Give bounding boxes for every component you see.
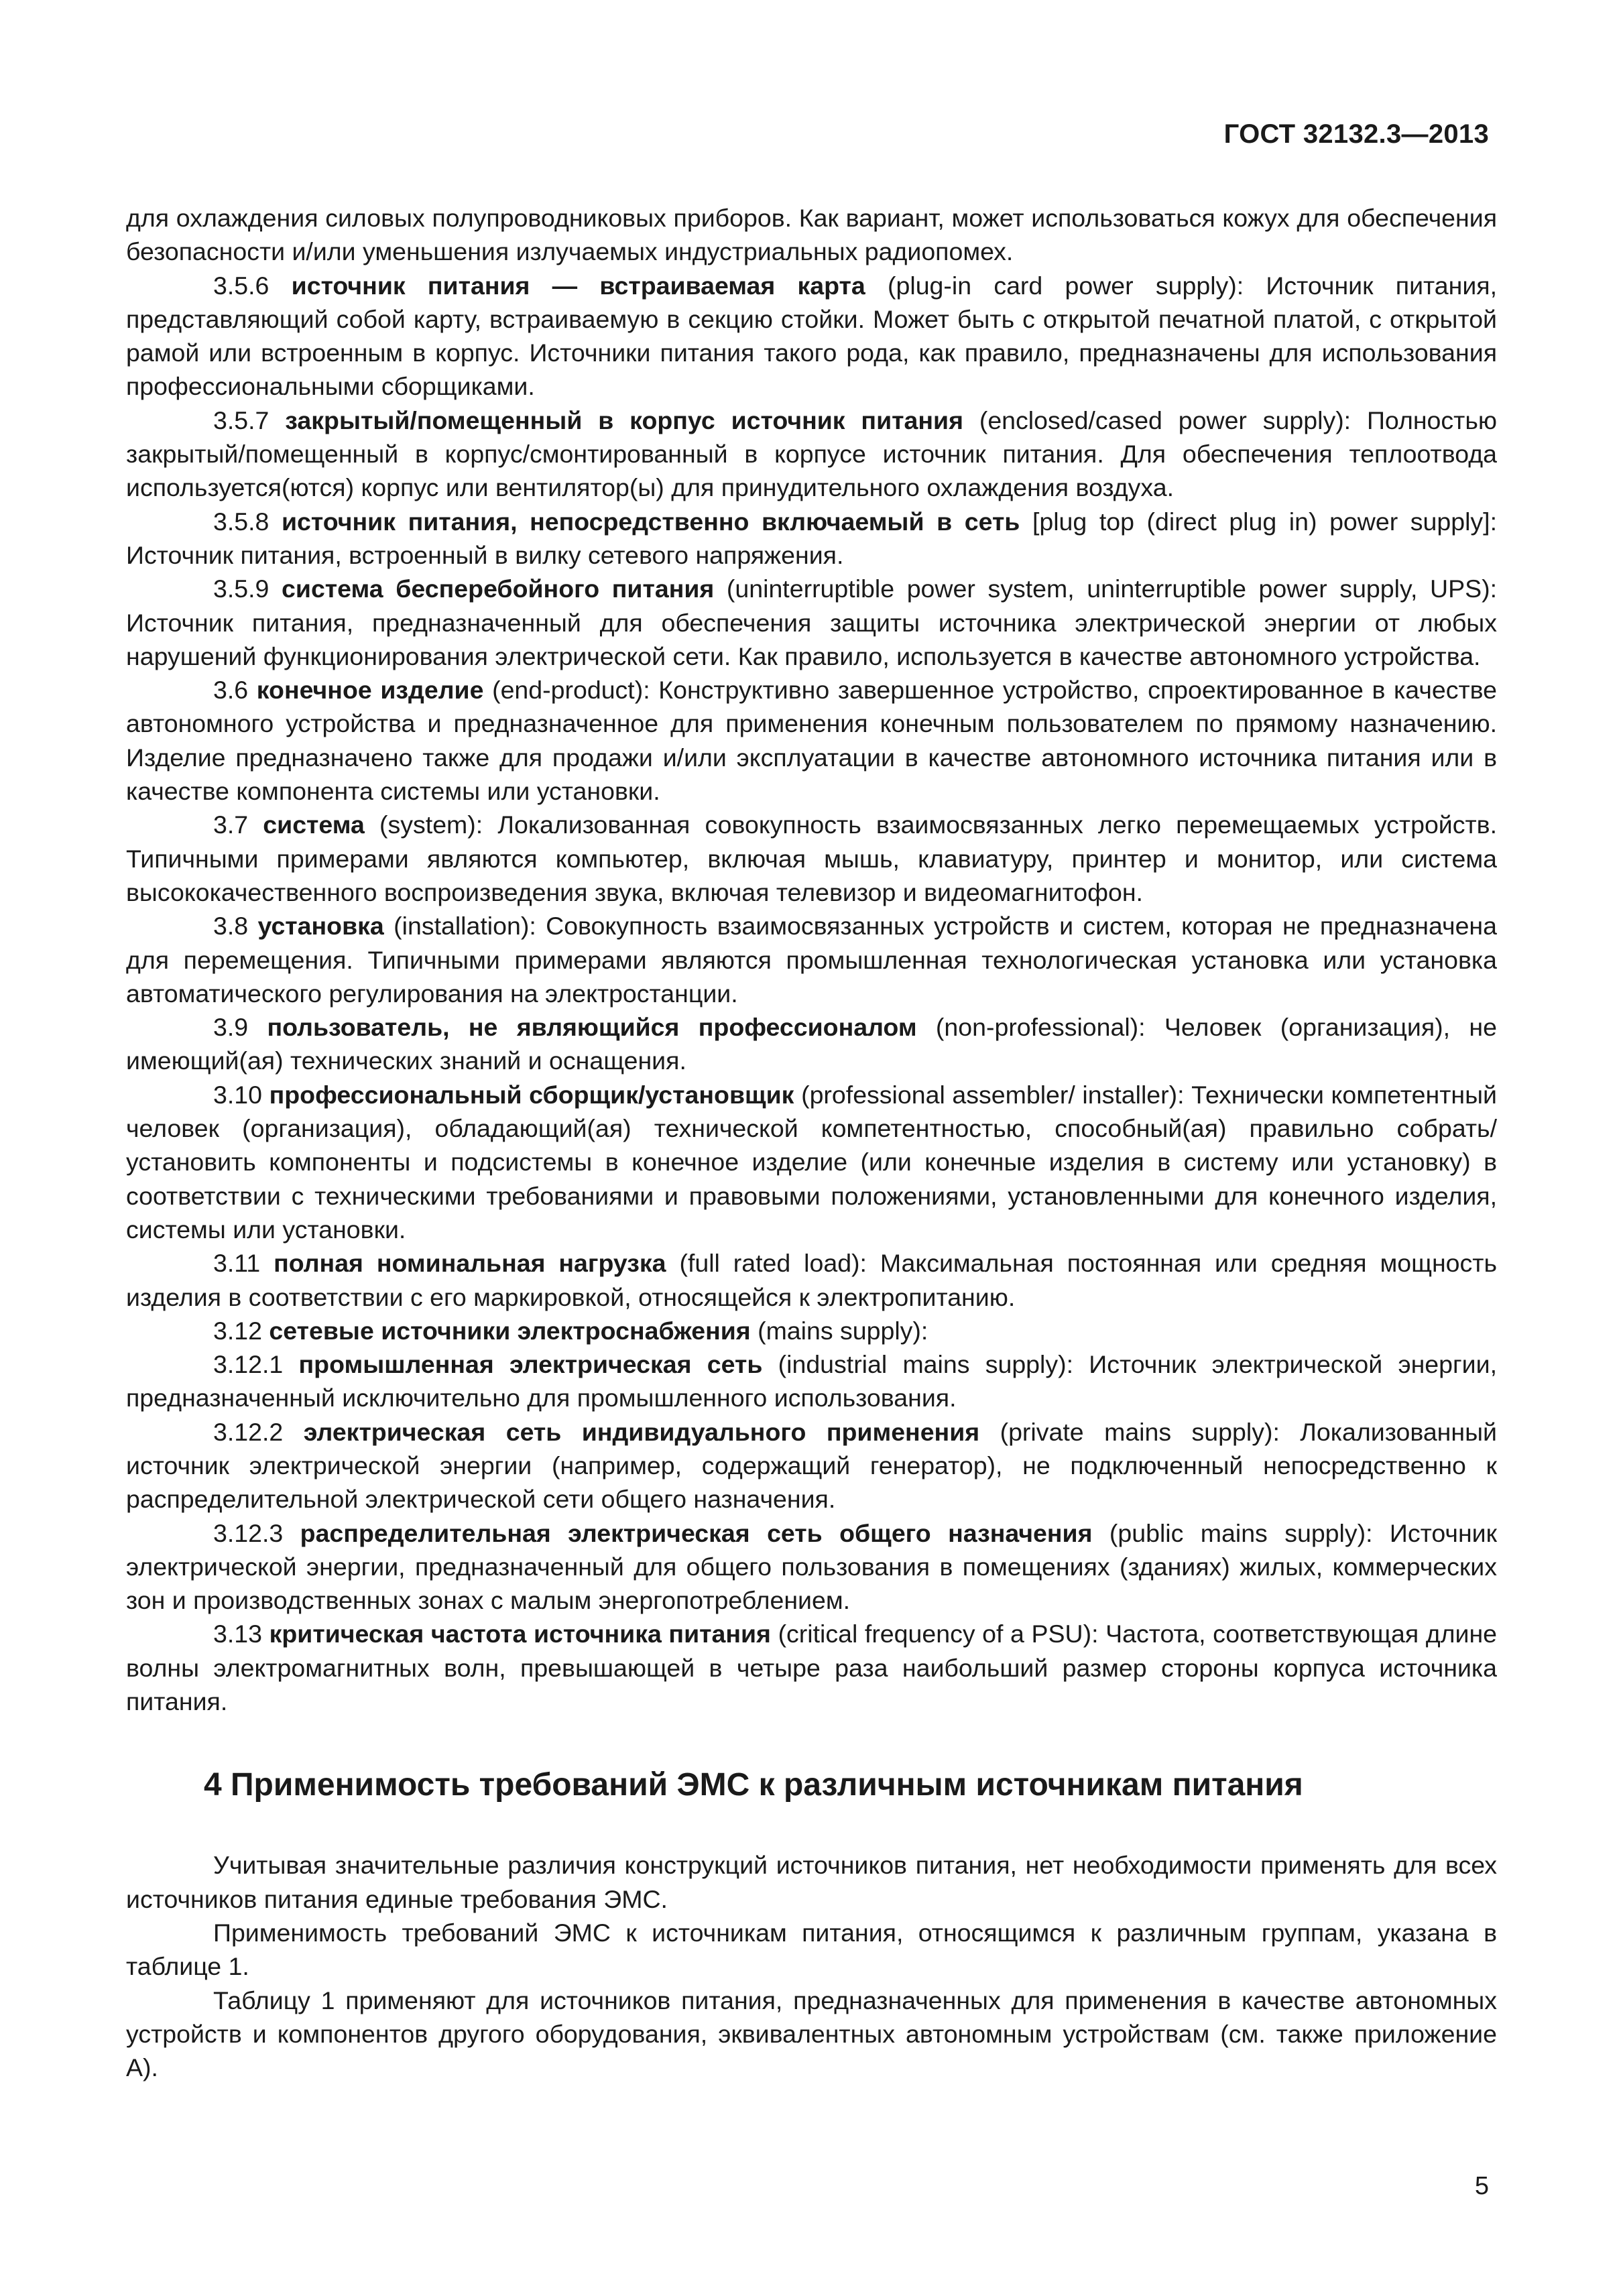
definition-number: 3.5.9 [213,575,269,603]
definition-number: 3.12.2 [213,1417,284,1446]
definition-number: 3.12.1 [213,1350,284,1379]
section-paragraph: Учитывая значительные различия конструкций источников питания, нет необходимости применять для всех источников питания единые требования ЭМС. [126,1851,1497,1913]
definition-number: 3.11 [213,1249,261,1278]
definition-term: сетевые источники электроснабжения [269,1316,751,1345]
definition-paragraph [126,572,1497,673]
definition-term: система [263,810,365,839]
definition-term: промышленная электрическая сеть [298,1350,763,1379]
definitions-list [126,269,1497,1719]
definition-text: (full rated load): Максимальная постоянная или средняя мощность изделия в соответствии с его маркировкой, относящейся к электропитанию. [126,1249,1497,1311]
definition-text: (mains supply): [758,1316,928,1345]
definition-text: (system): Локализованная совокупность взаимосвязанных легко перемещаемых устройств. Типичными примерами являются компьютер, включая мышь, клавиатуру, принтер и монитор, или система высококачественного воспроизведения звука, включая телевизор и видеомагнитофон. [126,810,1498,906]
definition-paragraph [126,1010,1497,1078]
definition-text: (end-product): Конструктивно завершенное устройство, спроектированное в качестве автономного устройства и предназначенное для применения конечным пользователем по прямому назначению. Изделие предназначено также для продажи и/или эксплуатации в качестве автономного источника питания или в качестве компонента системы или установки. [126,676,1497,806]
definition-term: полная номинальная нагрузка [274,1249,666,1278]
definition-number: 3.12.3 [213,1518,284,1547]
page-number: 5 [1474,2172,1489,2200]
definition-term: профессиональный сборщик/установщик [269,1080,794,1109]
definition-text: (non-professional): Человек (организация), не имеющий(ая) технических знаний и оснащения. [126,1013,1497,1075]
definition-number: 3.7 [213,810,249,839]
definition-text: (critical frequency of a PSU): Частота, соответствующая длине волны электромагнитных волн, превышающей в четыре раза наибольший размер стороны корпуса источника питания. [126,1620,1498,1716]
definition-term: система бесперебойного питания [282,575,715,603]
section-heading: 4 Применимость требований ЭМС к различным источникам питания [204,1767,1303,1803]
definition-number: 3.9 [213,1013,249,1042]
definition-number: 3.6 [213,676,249,705]
definition-paragraph [126,1246,1497,1314]
definition-text: (uninterruptible power system, uninterruptible power supply, UPS): Источник питания, предназначенный для обеспечения защиты источника электрической энергии от любых нарушений функционирования электрической сети. Как правило, используется в качестве автономного устройства. [126,575,1498,670]
definition-paragraph [126,1078,1497,1246]
definition-text: (private mains supply): Локализованный источник электрической энергии (например, содержащий генератор), не подключенный непосредственно к распределительной электрической сети общего назначения. [126,1417,1497,1514]
definition-term: электрическая сеть индивидуального применения [303,1417,980,1446]
section-paragraph: Применимость требований ЭМС к источникам питания, относящимся к различным группам, указана в таблице 1. [126,1918,1497,1981]
definition-term: источник питания, непосредственно включаемый в сеть [282,507,1020,536]
definition-number: 3.12 [213,1316,262,1345]
definition-number: 3.5.6 [213,271,269,300]
definition-paragraph [126,1415,1497,1516]
definition-term: распределительная электрическая сеть общего назначения [300,1518,1093,1547]
definition-number: 3.5.8 [213,507,269,536]
definition-text: [plug top (direct plug in) power supply]: Источник питания, встроенный в вилку сетевого напряжения. [126,507,1498,569]
definition-paragraph [126,909,1497,1010]
definition-term: конечное изделие [256,676,484,705]
intro-paragraph: для охлаждения силовых полупроводниковых приборов. Как вариант, может использоваться кожух для обеспечения безопасности и/или уменьшения излучаемых индустриальных радиопомех. [126,204,1497,266]
definition-paragraph [126,673,1497,808]
definition-paragraph [126,404,1497,505]
definition-term: закрытый/помещенный в корпус источник питания [285,406,963,434]
definition-number: 3.8 [213,912,249,941]
definition-paragraph [126,808,1497,909]
definition-term: источник питания — встраиваемая карта [291,271,865,300]
definition-text: (installation): Совокупность взаимосвязанных устройств и систем, которая не предназначена для перемещения. Типичными примерами являются промышленная технологическая установка или установка автоматического регулирования на электростанции. [126,912,1497,1008]
definition-paragraph [126,1314,1497,1347]
section-paragraph: Таблицу 1 применяют для источников питания, предназначенных для применения в качестве автономных устройств и компонентов другого оборудования, эквивалентных автономным устройствам (см. также приложение А). [126,1986,1497,2082]
definition-term: установка [257,912,384,941]
definition-term: критическая частота источника питания [269,1620,771,1648]
definition-paragraph [126,1516,1497,1618]
document-id-header: ГОСТ 32132.3—2013 [1223,119,1489,149]
definition-number: 3.10 [213,1080,262,1109]
definition-paragraph [126,505,1497,572]
definition-text: (public mains supply): Источник электрической энергии, предназначенный для общего пользования в помещениях (зданиях) жилых, коммерческих зон и производственных зонах с малым энергопотреблением. [126,1518,1498,1615]
definition-term: пользователь, не являющийся профессионалом [267,1013,917,1042]
definition-number: 3.13 [213,1620,262,1648]
definition-number: 3.5.7 [213,406,269,434]
page-content [126,201,1497,2084]
definition-paragraph [126,1347,1497,1415]
definition-text: (plug-in card power supply): Источник питания, представляющий собой карту, встраиваемую в секцию стойки. Может быть с открытой печатной платой, с открытой рамой или встроенным в корпус. Источники питания такого рода, как правило, предназначены для использования профессиональными сборщиками. [126,271,1498,401]
section-body [126,1848,1497,2084]
definition-paragraph [126,269,1497,404]
definition-paragraph [126,1617,1497,1718]
definition-text: (professional assembler/ installer): Технически компетентный человек (организация), обладающий(ая) технической компетентностью, способный(ая) правильно собрать/установить компоненты и подсистемы в конечное изделие (или конечные изделия в систему или установку) в соответствии с техническими требованиями и правовыми положениями, установленными для конечного изделия, системы или установки. [126,1080,1498,1244]
definition-text: (industrial mains supply): Источник электрической энергии, предназначенный исключительно для промышленного использования. [126,1350,1497,1412]
definition-text: (enclosed/cased power supply): Полностью закрытый/помещенный в корпус/смонтированный в корпусе источник питания. Для обеспечения теплоотвода используется(ются) корпус или вентилятор(ы) для принудительного охлаждения воздуха. [126,406,1497,502]
